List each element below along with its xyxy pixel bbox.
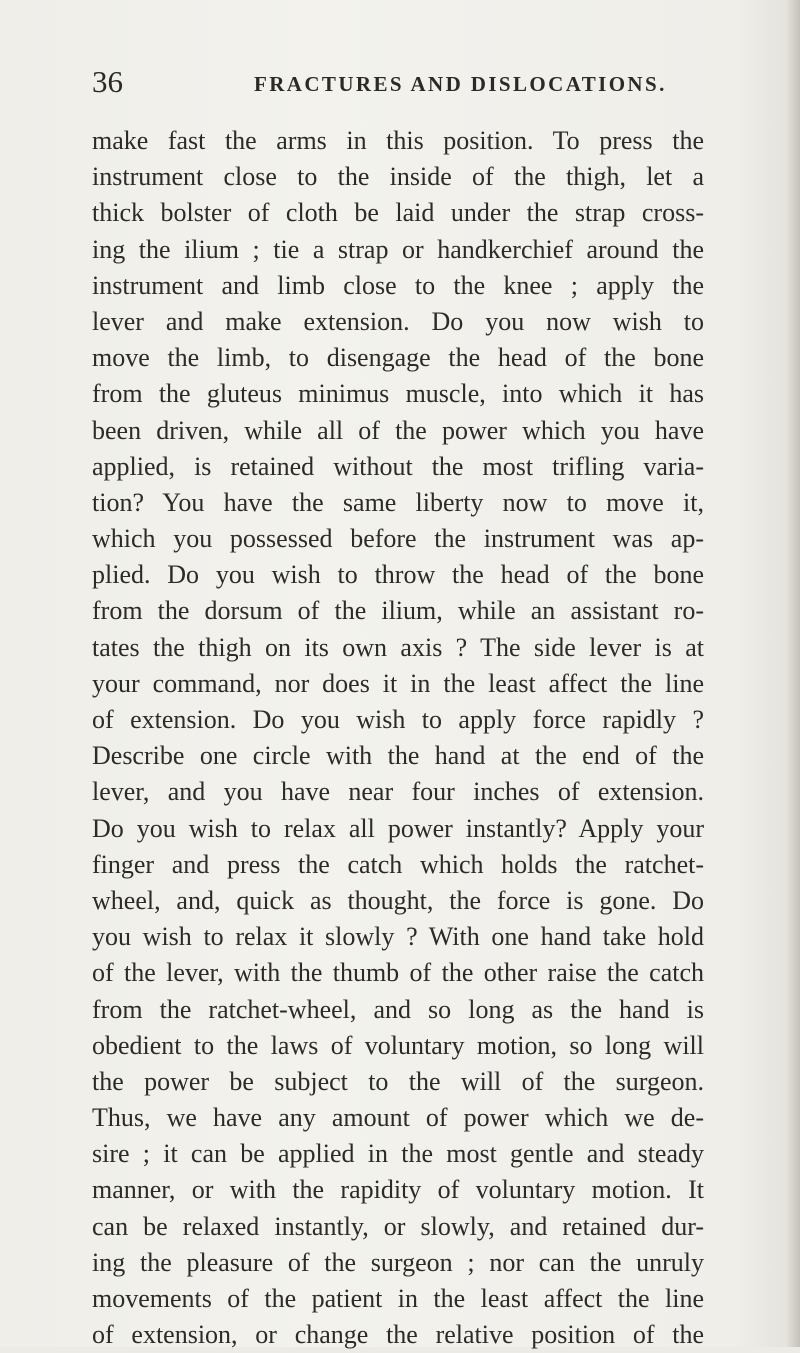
text-line: from the gluteus minimus muscle, into which it has [92,379,704,409]
text-line: your command, nor does it in the least affect the line [92,668,704,698]
text-line: lever, and you have near four inches of extension. [92,777,704,807]
text-line: you wish to relax it slowly ? With one hand take hold [92,922,704,952]
text-line: plied. Do you wish to throw the head of the bone [92,560,704,590]
text-line: applied, is retained without the most trifling varia- [92,451,704,481]
text-line: of the lever, with the thumb of the other raise the catch [92,958,704,988]
text-line: move the limb, to disengage the head of the bone [92,343,704,373]
page-number: 36 [92,64,123,99]
page-header [92,62,704,102]
text-line: from the ratchet-wheel, and so long as the hand is [92,994,704,1024]
text-line: obedient to the laws of voluntary motion, so long will [92,1030,704,1060]
text-line: tion? You have the same liberty now to move it, [92,487,704,517]
text-line: ing the pleasure of the surgeon ; nor can the unruly [92,1247,704,1277]
text-line: the power be subject to the will of the surgeon. [92,1066,704,1096]
text-line: of extension, or change the relative position of the [92,1320,704,1350]
text-line: lever and make extension. Do you now wish to [92,306,704,336]
running-head: FRACTURES AND DISLOCATIONS. [254,72,667,96]
text-line: from the dorsum of the ilium, while an assistant ro- [92,596,704,626]
text-line: manner, or with the rapidity of voluntary motion. It [92,1175,704,1205]
text-line: Thus, we have any amount of power which we de- [92,1103,704,1133]
page-edge-shadow [786,0,800,1347]
text-line: Do you wish to relax all power instantly? Apply your [92,813,704,843]
text-line: been driven, while all of the power which you have [92,415,704,445]
text-line: make fast the arms in this position. To press the [92,126,704,155]
text-line: instrument close to the inside of the thigh, let a [92,162,704,192]
text-line: Describe one circle with the hand at the end of the [92,741,704,771]
text-line: movements of the patient in the least affect the line [92,1284,704,1313]
text-line: instrument and limb close to the knee ; apply the [92,270,704,300]
text-line: ing the ilium ; tie a strap or handkerchief around the [92,234,704,264]
text-line: of extension. Do you wish to apply force rapidly ? [92,705,704,734]
text-line: wheel, and, quick as thought, the force is gone. Do [92,885,704,915]
text-line: which you possessed before the instrument was ap- [92,524,704,554]
text-line: finger and press the catch which holds the ratchet- [92,849,704,879]
text-line: can be relaxed instantly, or slowly, and retained dur- [92,1211,704,1241]
text-line: tates the thigh on its own axis ? The side lever is at [92,632,704,662]
text-line: thick bolster of cloth be laid under the strap cross- [92,198,704,228]
body-text [92,123,704,1353]
text-line: sire ; it can be applied in the most gentle and steady [92,1139,704,1169]
